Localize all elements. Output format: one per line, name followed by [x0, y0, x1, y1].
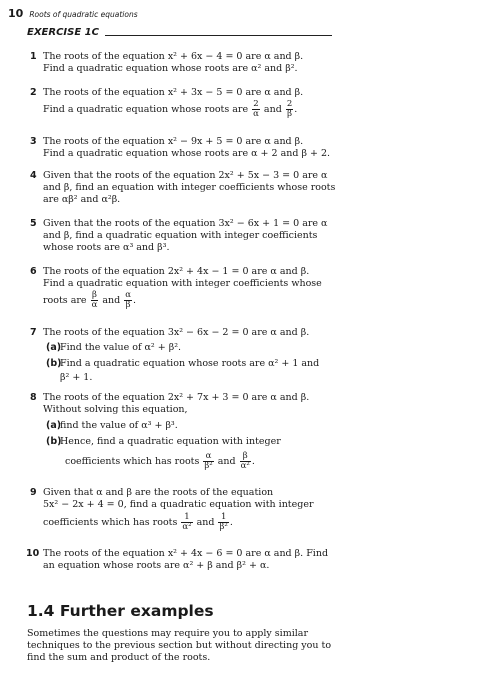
question-text: The roots of the equation x² − 9x + 5 = 0 are α and β. [43, 136, 304, 147]
denominator: β [125, 300, 131, 310]
fraction [218, 513, 228, 532]
denominator: β² [204, 461, 213, 471]
denominator: α [91, 300, 98, 310]
question-text: Find a quadratic equation whose roots are α² and β². [43, 63, 298, 74]
denominator: α² [182, 522, 192, 532]
question-text: Without solving this equation, [43, 404, 188, 415]
part-text-with-fractions: coefficients which has roots $\frac{\alpha}{\text{β²}}$ and $\frac{\beta}{\text{α²}}$ . [65, 451, 255, 471]
fraction [240, 452, 251, 471]
denominator: α [253, 109, 259, 119]
question-text: The roots of the equation x² + 4x − 6 = 0 are α and β. Find [43, 548, 329, 559]
section-paragraph-line: techniques to the previous section but without directing you to [27, 640, 332, 651]
running-head: Roots of quadratic equations [29, 10, 138, 19]
question-text: Given that the roots of the equation 2x² + 5x − 3 = 0 are α [43, 170, 328, 181]
page-header [8, 7, 138, 21]
question-text: and β, find an equation with integer coefficients whose roots [43, 182, 336, 193]
part-text: β² + 1. [60, 372, 93, 383]
question-text-with-fractions: Find a quadratic equation whose roots are $\frac{2}{\alpha}$ and $\frac{2}{\beta}$ . [43, 99, 298, 119]
question-text: coefficients which has roots [43, 517, 178, 528]
fraction [91, 291, 99, 310]
part-text: Find a quadratic equation whose roots are α² + 1 and [60, 358, 320, 369]
part-label: (b) [46, 436, 62, 447]
question-number: 8 [30, 392, 37, 403]
question-text: The roots of the equation 3x² − 6x − 2 = 0 are α and β. [43, 327, 310, 338]
question-text-with-fractions: roots are $\frac{\beta}{\alpha}$ and $\frac{\alpha}{\beta}$ . [43, 290, 137, 310]
connector-text: and [217, 456, 236, 467]
question-text: Find a quadratic equation with integer coefficients whose [43, 278, 322, 289]
question-number: 1 [30, 51, 37, 62]
part-label: (b) [46, 358, 62, 369]
question-text: The roots of the equation x² + 3x − 5 = 0 are α and β. [43, 87, 304, 98]
exercise-title: EXERCISE 1C [27, 27, 99, 38]
fraction [252, 100, 260, 119]
question-number: 7 [30, 327, 37, 338]
denominator: β [287, 109, 292, 119]
question-text: 5x² − 2x + 4 = 0, find a quadratic equation with integer [43, 499, 314, 510]
question-text: Given that α and β are the roots of the equation [43, 487, 274, 498]
question-text: and β, find a quadratic equation with integer coefficients [43, 230, 318, 241]
fraction [181, 513, 192, 532]
question-text: Find a quadratic equation whose roots are α + 2 and β + 2. [43, 148, 331, 159]
section-paragraph-line: find the sum and product of the roots. [27, 652, 211, 663]
question-number: 4 [30, 170, 37, 181]
fraction [286, 100, 293, 119]
section-title: 1.4 Further examples [27, 602, 214, 620]
question-text: The roots of the equation 2x² + 4x − 1 = 0 are α and β. [43, 266, 310, 277]
fraction [124, 291, 132, 310]
part-label: (a) [46, 342, 62, 353]
question-number: 5 [30, 218, 37, 229]
question-number: 2 [30, 87, 37, 98]
denominator: α² [240, 461, 250, 471]
question-text: an equation whose roots are α² + β and β² + α. [43, 560, 270, 571]
page-number: 10 [8, 7, 24, 20]
section-paragraph-line: Sometimes the questions may require you to apply similar [27, 628, 308, 639]
connector-text: and [102, 295, 121, 306]
question-text: whose roots are α³ and β³. [43, 242, 170, 253]
numerator: 2 [286, 99, 293, 109]
connector-text: and [196, 517, 215, 528]
question-text-with-fractions: coefficients which has roots $\frac{1}{\text{α²}}$ and $\frac{1}{\text{β²}}$ . [43, 512, 233, 532]
numerator: β [240, 452, 251, 462]
denominator: β² [219, 522, 228, 532]
question-text: The roots of the equation x² + 6x − 4 = 0 are α and β. [43, 51, 304, 62]
question-text: Find a quadratic equation whose roots are [43, 104, 249, 115]
exercise-title-rule [105, 35, 332, 36]
question-text: The roots of the equation 2x² + 7x + 3 = 0 are α and β. [43, 392, 310, 403]
exercise-heading [27, 27, 332, 38]
numerator: α [125, 290, 131, 300]
part-label: (a) [46, 420, 62, 431]
numerator: 1 [181, 513, 192, 523]
question-number: 3 [30, 136, 37, 147]
numerator: 1 [218, 513, 228, 523]
numerator: α [203, 452, 213, 462]
question-number: 9 [30, 487, 37, 498]
part-text: Find the value of α² + β². [60, 342, 182, 353]
question-text: roots are [43, 295, 87, 306]
question-text: Given that the roots of the equation 3x² − 6x + 1 = 0 are α [43, 218, 328, 229]
part-text: Hence, find a quadratic equation with integer [60, 436, 281, 447]
fraction [203, 452, 213, 471]
part-text: find the value of α³ + β³. [60, 420, 178, 431]
numerator: 2 [253, 99, 259, 109]
question-number: 10 [26, 548, 40, 559]
question-number: 6 [30, 266, 37, 277]
part-text: coefficients which has roots [65, 456, 200, 467]
question-text: are αβ² and α²β. [43, 194, 121, 205]
connector-text: and [263, 104, 282, 115]
numerator: β [91, 290, 97, 300]
